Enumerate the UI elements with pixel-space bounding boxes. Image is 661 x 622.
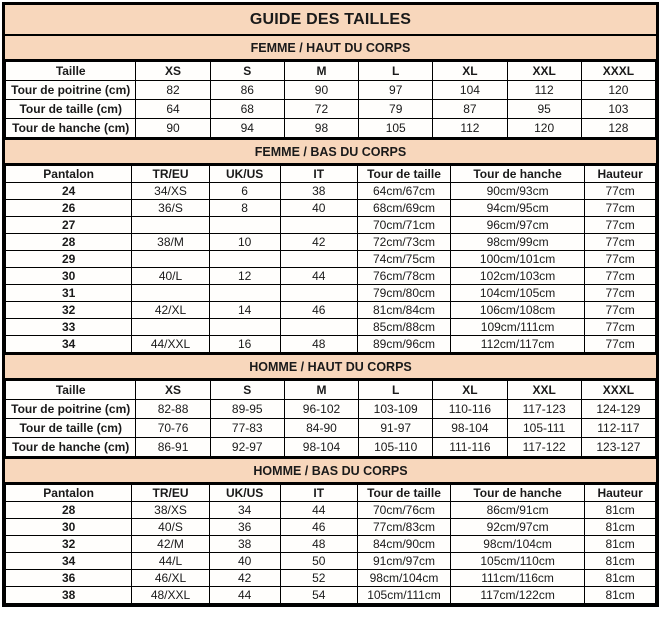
table-cell xyxy=(280,217,358,234)
table-row xyxy=(6,502,656,519)
column-header: XXL xyxy=(507,381,581,400)
table-cell: 38 xyxy=(280,183,358,200)
table-cell: 38 xyxy=(209,536,280,553)
table-cell: 98cm/104cm xyxy=(358,570,451,587)
table-cell: 90 xyxy=(136,119,210,138)
row-label: 32 xyxy=(6,536,132,553)
table-cell: 105-111 xyxy=(507,419,581,438)
table-cell: 95 xyxy=(507,100,581,119)
table-cell: 34 xyxy=(209,502,280,519)
table-cell: 112cm/117cm xyxy=(450,336,584,353)
table-cell: 117-123 xyxy=(507,400,581,419)
table-cell: 103-109 xyxy=(359,400,433,419)
table-cell: 38/XS xyxy=(132,502,210,519)
column-header: XL xyxy=(433,62,507,81)
table-cell: 42 xyxy=(209,570,280,587)
table-row xyxy=(6,285,656,302)
column-header: M xyxy=(284,62,358,81)
table-cell: 111cm/116cm xyxy=(450,570,584,587)
table-row xyxy=(6,217,656,234)
table-cell: 12 xyxy=(209,268,280,285)
homme-haut-table xyxy=(5,380,656,457)
table-cell: 128 xyxy=(581,119,655,138)
table-cell: 38/M xyxy=(132,234,210,251)
table-cell: 112 xyxy=(507,81,581,100)
column-header: Taille xyxy=(6,62,136,81)
femme-bas-table xyxy=(5,165,656,353)
table-cell: 81cm xyxy=(585,502,656,519)
table-cell: 70cm/71cm xyxy=(358,217,451,234)
column-header: Tour de hanche xyxy=(450,485,584,502)
table-cell xyxy=(132,217,210,234)
table-cell: 86-91 xyxy=(136,438,210,457)
table-cell: 64cm/67cm xyxy=(358,183,451,200)
table-cell: 52 xyxy=(280,570,358,587)
table-cell xyxy=(132,251,210,268)
table-cell: 79 xyxy=(359,100,433,119)
table-cell: 120 xyxy=(581,81,655,100)
column-header: L xyxy=(359,62,433,81)
table-cell: 89-95 xyxy=(210,400,284,419)
table-cell: 98 xyxy=(284,119,358,138)
section-heading-femme-bas: FEMME / BAS DU CORPS xyxy=(5,138,656,165)
column-header: Hauteur xyxy=(585,166,656,183)
row-label: Tour de hanche (cm) xyxy=(6,438,136,457)
table-cell: 76cm/78cm xyxy=(358,268,451,285)
table-cell: 120 xyxy=(507,119,581,138)
table-cell: 16 xyxy=(209,336,280,353)
table-cell: 82 xyxy=(136,81,210,100)
row-label: 30 xyxy=(6,519,132,536)
column-header: S xyxy=(210,62,284,81)
row-label: 24 xyxy=(6,183,132,200)
table-cell: 110-116 xyxy=(433,400,507,419)
table-cell: 89cm/96cm xyxy=(358,336,451,353)
table-cell: 91-97 xyxy=(359,419,433,438)
table-cell: 86cm/91cm xyxy=(450,502,584,519)
table-cell: 109cm/111cm xyxy=(450,319,584,336)
table-cell: 46 xyxy=(280,302,358,319)
table-cell: 46 xyxy=(280,519,358,536)
column-header: Tour de taille xyxy=(358,166,451,183)
table-cell: 103 xyxy=(581,100,655,119)
table-cell: 77cm xyxy=(585,319,656,336)
table-row xyxy=(6,519,656,536)
table-cell: 85cm/88cm xyxy=(358,319,451,336)
table-row xyxy=(6,234,656,251)
table-cell: 48/XXL xyxy=(132,587,210,604)
table-cell: 42 xyxy=(280,234,358,251)
table-cell: 81cm xyxy=(585,570,656,587)
table-cell: 86 xyxy=(210,81,284,100)
row-label: 30 xyxy=(6,268,132,285)
row-label: 34 xyxy=(6,336,132,353)
table-cell: 91cm/97cm xyxy=(358,553,451,570)
table-cell: 34/XS xyxy=(132,183,210,200)
column-header: TR/EU xyxy=(132,485,210,502)
table-cell: 44 xyxy=(209,587,280,604)
section-heading-homme-bas: HOMME / BAS DU CORPS xyxy=(5,457,656,484)
table-cell: 81cm xyxy=(585,587,656,604)
homme-bas-table xyxy=(5,484,656,604)
table-cell: 124-129 xyxy=(581,400,655,419)
table-row xyxy=(6,438,656,457)
table-cell: 92-97 xyxy=(210,438,284,457)
table-row xyxy=(6,536,656,553)
table-cell: 94 xyxy=(210,119,284,138)
table-cell: 117cm/122cm xyxy=(450,587,584,604)
table-cell: 92cm/97cm xyxy=(450,519,584,536)
column-header: XXXL xyxy=(581,381,655,400)
table-cell: 104cm/105cm xyxy=(450,285,584,302)
table-cell: 81cm xyxy=(585,519,656,536)
row-label: 31 xyxy=(6,285,132,302)
column-header: IT xyxy=(280,485,358,502)
table-cell xyxy=(209,319,280,336)
table-cell: 77-83 xyxy=(210,419,284,438)
table-row xyxy=(6,570,656,587)
table-cell: 77cm xyxy=(585,302,656,319)
table-cell: 123-127 xyxy=(581,438,655,457)
table-row xyxy=(6,200,656,217)
row-label: 32 xyxy=(6,302,132,319)
table-cell: 112 xyxy=(433,119,507,138)
table-cell: 96cm/97cm xyxy=(450,217,584,234)
row-label: 38 xyxy=(6,587,132,604)
table-cell: 64 xyxy=(136,100,210,119)
section-heading-homme-haut: HOMME / HAUT DU CORPS xyxy=(5,353,656,380)
table-cell: 81cm/84cm xyxy=(358,302,451,319)
column-header: XS xyxy=(136,62,210,81)
column-header: Tour de taille xyxy=(358,485,451,502)
page-title: GUIDE DES TAILLES xyxy=(5,5,656,36)
table-row xyxy=(6,183,656,200)
femme-haut-table xyxy=(5,61,656,138)
table-cell: 117-122 xyxy=(507,438,581,457)
table-row xyxy=(6,268,656,285)
table-cell: 105cm/111cm xyxy=(358,587,451,604)
column-header: XXXL xyxy=(581,62,655,81)
row-label: 26 xyxy=(6,200,132,217)
column-header: XL xyxy=(433,381,507,400)
table-cell: 111-116 xyxy=(433,438,507,457)
table-cell: 40/L xyxy=(132,268,210,285)
column-header: Hauteur xyxy=(585,485,656,502)
table-cell: 70cm/76cm xyxy=(358,502,451,519)
row-label: 27 xyxy=(6,217,132,234)
table-cell xyxy=(209,217,280,234)
table-cell: 14 xyxy=(209,302,280,319)
column-header: Tour de hanche xyxy=(450,166,584,183)
table-cell: 96-102 xyxy=(284,400,358,419)
row-label: 28 xyxy=(6,234,132,251)
table-row xyxy=(6,81,656,100)
table-cell: 48 xyxy=(280,536,358,553)
row-label: 29 xyxy=(6,251,132,268)
table-cell: 50 xyxy=(280,553,358,570)
table-cell: 90cm/93cm xyxy=(450,183,584,200)
table-cell: 77cm xyxy=(585,200,656,217)
section-heading-femme-haut: FEMME / HAUT DU CORPS xyxy=(5,36,656,61)
table-row xyxy=(6,336,656,353)
table-cell: 77cm xyxy=(585,336,656,353)
column-header: TR/EU xyxy=(132,166,210,183)
table-cell xyxy=(132,319,210,336)
table-cell: 68 xyxy=(210,100,284,119)
table-cell xyxy=(132,285,210,302)
row-label: 33 xyxy=(6,319,132,336)
column-header: XXL xyxy=(507,62,581,81)
table-cell: 72 xyxy=(284,100,358,119)
table-cell: 77cm/83cm xyxy=(358,519,451,536)
column-header: Pantalon xyxy=(6,485,132,502)
table-cell: 84cm/90cm xyxy=(358,536,451,553)
row-label: Tour de poitrine (cm) xyxy=(6,400,136,419)
table-cell: 106cm/108cm xyxy=(450,302,584,319)
table-cell: 40 xyxy=(280,200,358,217)
table-cell: 94cm/95cm xyxy=(450,200,584,217)
header-row xyxy=(6,62,656,81)
row-label: 28 xyxy=(6,502,132,519)
table-row xyxy=(6,419,656,438)
table-cell: 82-88 xyxy=(136,400,210,419)
table-row xyxy=(6,319,656,336)
table-cell: 81cm xyxy=(585,536,656,553)
table-cell: 105 xyxy=(359,119,433,138)
table-cell: 90 xyxy=(284,81,358,100)
table-cell: 77cm xyxy=(585,234,656,251)
table-cell: 105cm/110cm xyxy=(450,553,584,570)
size-guide-frame xyxy=(2,2,659,607)
table-cell: 44 xyxy=(280,502,358,519)
table-cell: 97 xyxy=(359,81,433,100)
table-cell: 87 xyxy=(433,100,507,119)
table-cell: 112-117 xyxy=(581,419,655,438)
table-cell xyxy=(280,285,358,302)
table-cell xyxy=(209,285,280,302)
table-cell: 81cm xyxy=(585,553,656,570)
table-cell: 72cm/73cm xyxy=(358,234,451,251)
table-row xyxy=(6,251,656,268)
table-cell: 68cm/69cm xyxy=(358,200,451,217)
table-cell: 36 xyxy=(209,519,280,536)
table-cell: 10 xyxy=(209,234,280,251)
table-cell: 77cm xyxy=(585,183,656,200)
table-cell: 54 xyxy=(280,587,358,604)
row-label: Tour de taille (cm) xyxy=(6,100,136,119)
table-row xyxy=(6,587,656,604)
table-cell: 102cm/103cm xyxy=(450,268,584,285)
table-cell: 77cm xyxy=(585,217,656,234)
row-label: 36 xyxy=(6,570,132,587)
table-cell: 40/S xyxy=(132,519,210,536)
row-label: Tour de hanche (cm) xyxy=(6,119,136,138)
table-cell: 42/M xyxy=(132,536,210,553)
table-cell: 84-90 xyxy=(284,419,358,438)
table-cell: 98cm/104cm xyxy=(450,536,584,553)
table-row xyxy=(6,302,656,319)
table-row xyxy=(6,553,656,570)
table-cell: 42/XL xyxy=(132,302,210,319)
table-cell: 70-76 xyxy=(136,419,210,438)
table-cell: 8 xyxy=(209,200,280,217)
table-cell: 105-110 xyxy=(359,438,433,457)
table-cell: 40 xyxy=(209,553,280,570)
table-cell: 48 xyxy=(280,336,358,353)
table-cell: 77cm xyxy=(585,251,656,268)
table-cell: 79cm/80cm xyxy=(358,285,451,302)
table-cell: 98cm/99cm xyxy=(450,234,584,251)
row-label: Tour de poitrine (cm) xyxy=(6,81,136,100)
column-header: M xyxy=(284,381,358,400)
table-row xyxy=(6,100,656,119)
column-header: XS xyxy=(136,381,210,400)
table-cell: 44/XXL xyxy=(132,336,210,353)
column-header: L xyxy=(359,381,433,400)
column-header: UK/US xyxy=(209,485,280,502)
column-header: Pantalon xyxy=(6,166,132,183)
table-cell: 98-104 xyxy=(284,438,358,457)
table-cell: 74cm/75cm xyxy=(358,251,451,268)
column-header: UK/US xyxy=(209,166,280,183)
row-label: 34 xyxy=(6,553,132,570)
table-cell: 36/S xyxy=(132,200,210,217)
header-row xyxy=(6,381,656,400)
table-row xyxy=(6,119,656,138)
header-row xyxy=(6,166,656,183)
table-cell xyxy=(280,251,358,268)
table-cell: 77cm xyxy=(585,268,656,285)
table-cell: 100cm/101cm xyxy=(450,251,584,268)
table-cell: 77cm xyxy=(585,285,656,302)
column-header: Taille xyxy=(6,381,136,400)
table-cell: 104 xyxy=(433,81,507,100)
header-row xyxy=(6,485,656,502)
table-cell xyxy=(280,319,358,336)
table-cell: 44/L xyxy=(132,553,210,570)
table-row xyxy=(6,400,656,419)
row-label: Tour de taille (cm) xyxy=(6,419,136,438)
table-cell: 46/XL xyxy=(132,570,210,587)
table-cell: 44 xyxy=(280,268,358,285)
table-cell: 98-104 xyxy=(433,419,507,438)
table-cell xyxy=(209,251,280,268)
column-header: S xyxy=(210,381,284,400)
table-cell: 6 xyxy=(209,183,280,200)
column-header: IT xyxy=(280,166,358,183)
